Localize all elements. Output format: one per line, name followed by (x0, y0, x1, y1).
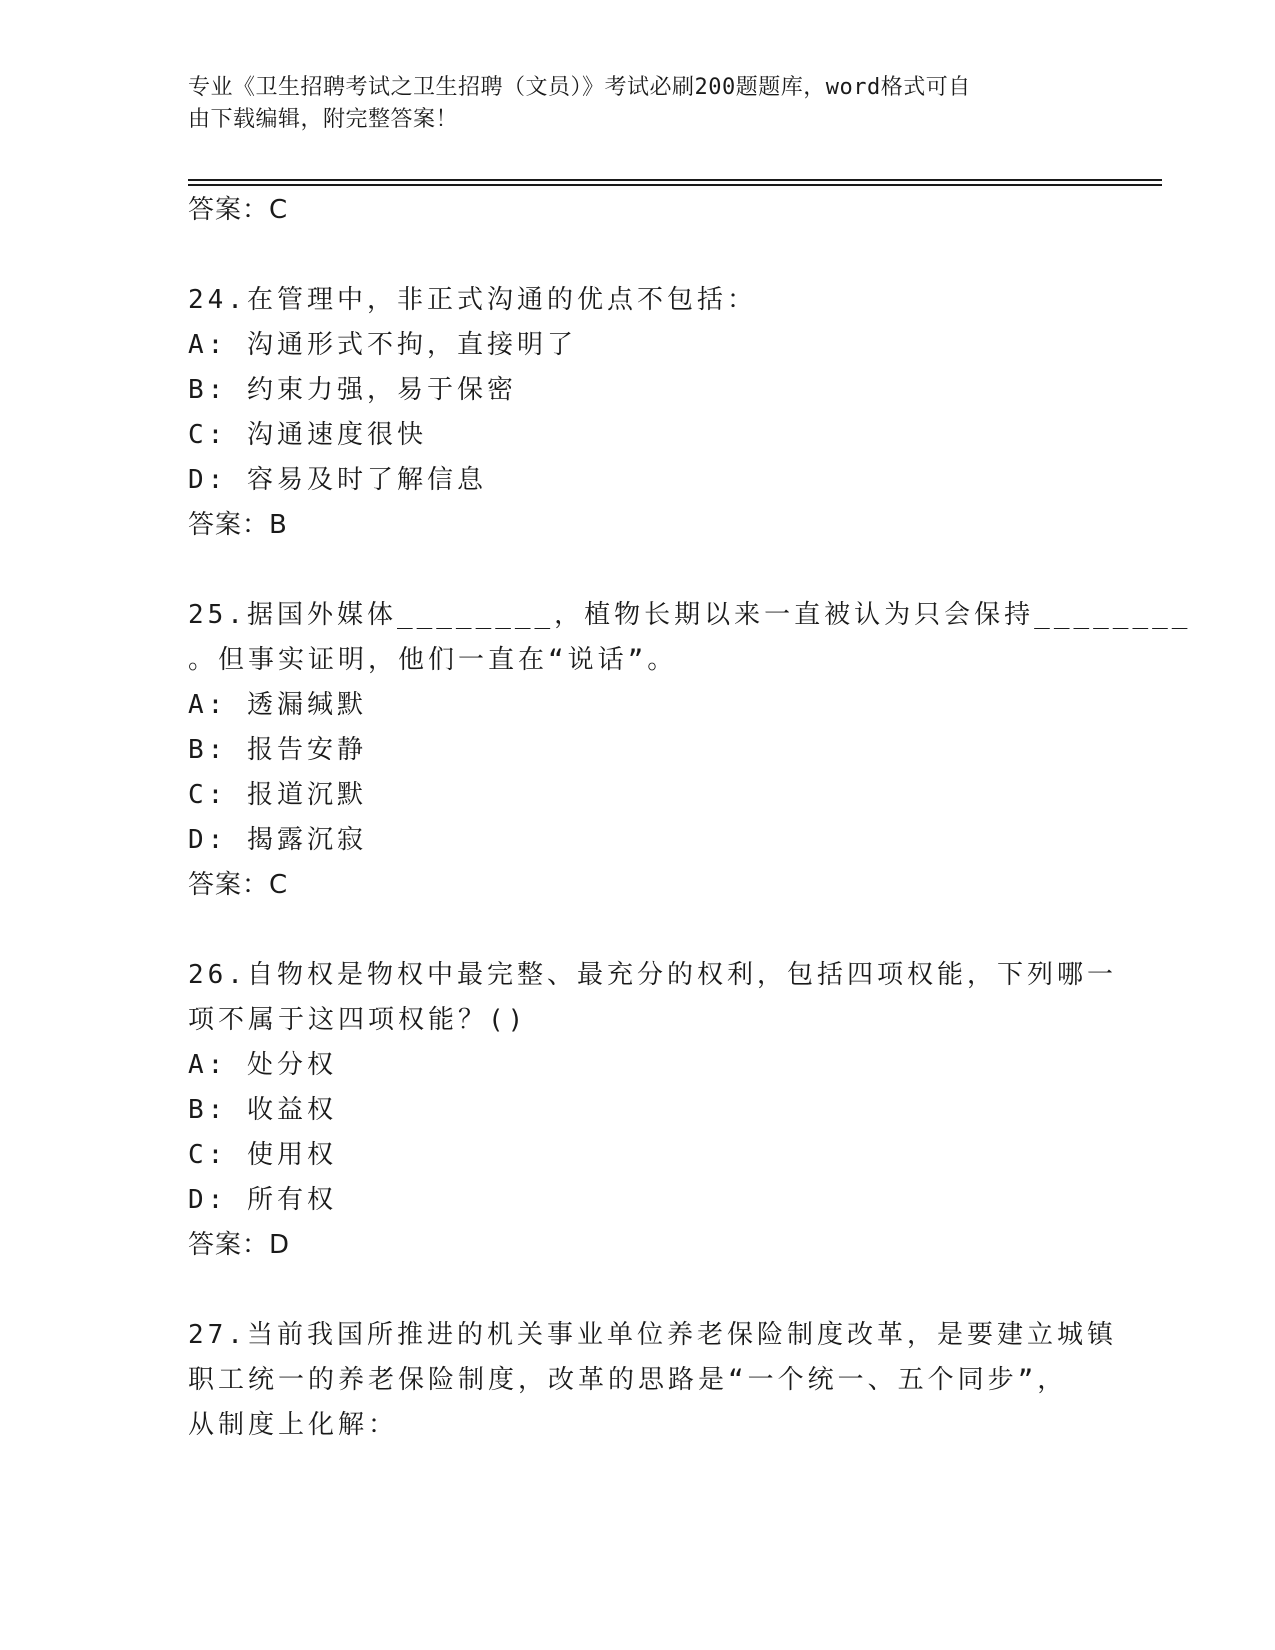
question-26-option-d: D: 所有权 (188, 1185, 337, 1215)
question-25-stem-line-2: 。但事实证明，他们一直在“说话”。 (188, 645, 678, 675)
question-27-stem-line-2: 职工统一的养老保险制度，改革的思路是“一个统一、五个同步”， (188, 1365, 1068, 1395)
question-26-stem-line-1: 26.自物权是物权中最完整、最充分的权利，包括四项权能，下列哪一 (188, 960, 1117, 990)
previous-answer: 答案：C (188, 195, 289, 225)
question-26-answer: 答案：D (188, 1230, 291, 1260)
document-header (188, 72, 1068, 136)
question-25-option-d: D: 揭露沉寂 (188, 825, 367, 855)
header-line-2: 由下载编辑，附完整答案！ (188, 107, 459, 132)
question-24-option-d: D: 容易及时了解信息 (188, 465, 487, 495)
question-25-option-a: A: 透漏缄默 (188, 690, 367, 720)
question-26-option-a: A: 处分权 (188, 1050, 337, 1080)
question-24-stem: 24.在管理中，非正式沟通的优点不包括： (188, 285, 757, 315)
header-line-1: 专业《卫生招聘考试之卫生招聘（文员）》考试必刷200题题库，word格式可自 (188, 75, 971, 100)
question-27-stem-line-1: 27.当前我国所推进的机关事业单位养老保险制度改革，是要建立城镇 (188, 1320, 1117, 1350)
question-24-option-c: C: 沟通速度很快 (188, 420, 427, 450)
question-26-option-c: C: 使用权 (188, 1140, 337, 1170)
question-24-answer: 答案：B (188, 510, 288, 540)
header-divider-bottom (188, 184, 1162, 186)
question-25-stem-line-1: 25.据国外媒体________，植物长期以来一直被认为只会保持________ (188, 600, 1192, 630)
question-24-option-b: B: 约束力强，易于保密 (188, 375, 517, 405)
question-25-option-c: C: 报道沉默 (188, 780, 367, 810)
question-26-option-b: B: 收益权 (188, 1095, 337, 1125)
header-divider-top (188, 179, 1162, 181)
question-24-option-a: A: 沟通形式不拘，直接明了 (188, 330, 577, 360)
question-25-option-b: B: 报告安静 (188, 735, 367, 765)
question-26-stem-line-2: 项不属于这四项权能？() (188, 1005, 528, 1035)
question-25-answer: 答案：C (188, 870, 289, 900)
question-27-stem-line-3: 从制度上化解： (188, 1410, 399, 1440)
